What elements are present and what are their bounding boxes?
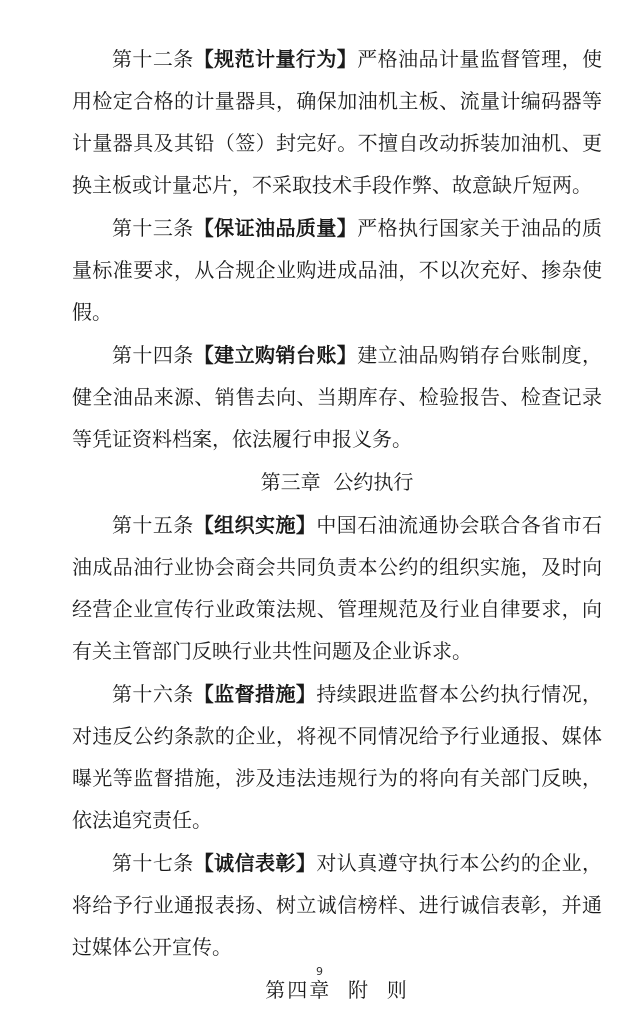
article-15 (72, 504, 602, 672)
article-14 (72, 334, 602, 460)
page-number: 9 (316, 965, 323, 978)
article-title: 【诚信表彰】 (193, 851, 317, 875)
article-title: 【规范计量行为】 (193, 47, 358, 71)
document-page (72, 38, 602, 1012)
chapter-heading-four: 第四章 附 则 (265, 978, 409, 1002)
article-number: 第十三条 (112, 216, 194, 240)
article-number: 第十二条 (112, 47, 194, 71)
article-title: 【保证油品质量】 (193, 216, 358, 240)
article-number: 第十六条 (112, 682, 194, 706)
article-17 (72, 842, 602, 968)
article-title: 【组织实施】 (193, 513, 317, 537)
article-16 (72, 673, 602, 841)
article-body: 建立油品购销存台账制度，健全油品来源、销售去向、当期库存、检验报告、检查记录等凭证资料档案，依法履行申报义务。 (72, 343, 603, 451)
article-title: 【建立购销台账】 (193, 343, 358, 367)
article-number: 第十四条 (112, 343, 194, 367)
article-body: 严格执行国家关于油品的质量标准要求，从合规企业购进成品油，不以次充好、掺杂使假。 (72, 216, 603, 324)
article-12 (72, 38, 602, 206)
article-13 (72, 207, 602, 333)
article-body: 持续跟进监督本公约执行情况，对违反公约条款的企业，将视不同情况给予行业通报、媒体曝光等监督措施，涉及违法违规行为的将向有关部门反映，依法追究责任。 (72, 682, 603, 832)
article-body: 严格油品计量监督管理，使用检定合格的计量器具，确保加油机主板、流量计编码器等计量器具及其铅（签）封完好。不擅自改动拆装加油机、更换主板或计量芯片，不采取技术手段作弊、故意缺斤短两。 (72, 47, 603, 197)
article-number: 第十七条 (112, 851, 194, 875)
article-number: 第十五条 (112, 513, 194, 537)
article-body: 对认真遵守执行本公约的企业，将给予行业通报表扬、树立诚信榜样、进行诚信表彰，并通过媒体公开宣传。 (72, 851, 603, 959)
chapter-heading-three: 第三章 公约执行 (260, 470, 414, 494)
article-body: 中国石油流通协会联合各省市石油成品油行业协会商会共同负责本公约的组织实施，及时向经营企业宣传行业政策法规、管理规范及行业自律要求，向有关主管部门反映行业共性问题及企业诉求。 (72, 513, 603, 663)
article-title: 【监督措施】 (193, 682, 317, 706)
